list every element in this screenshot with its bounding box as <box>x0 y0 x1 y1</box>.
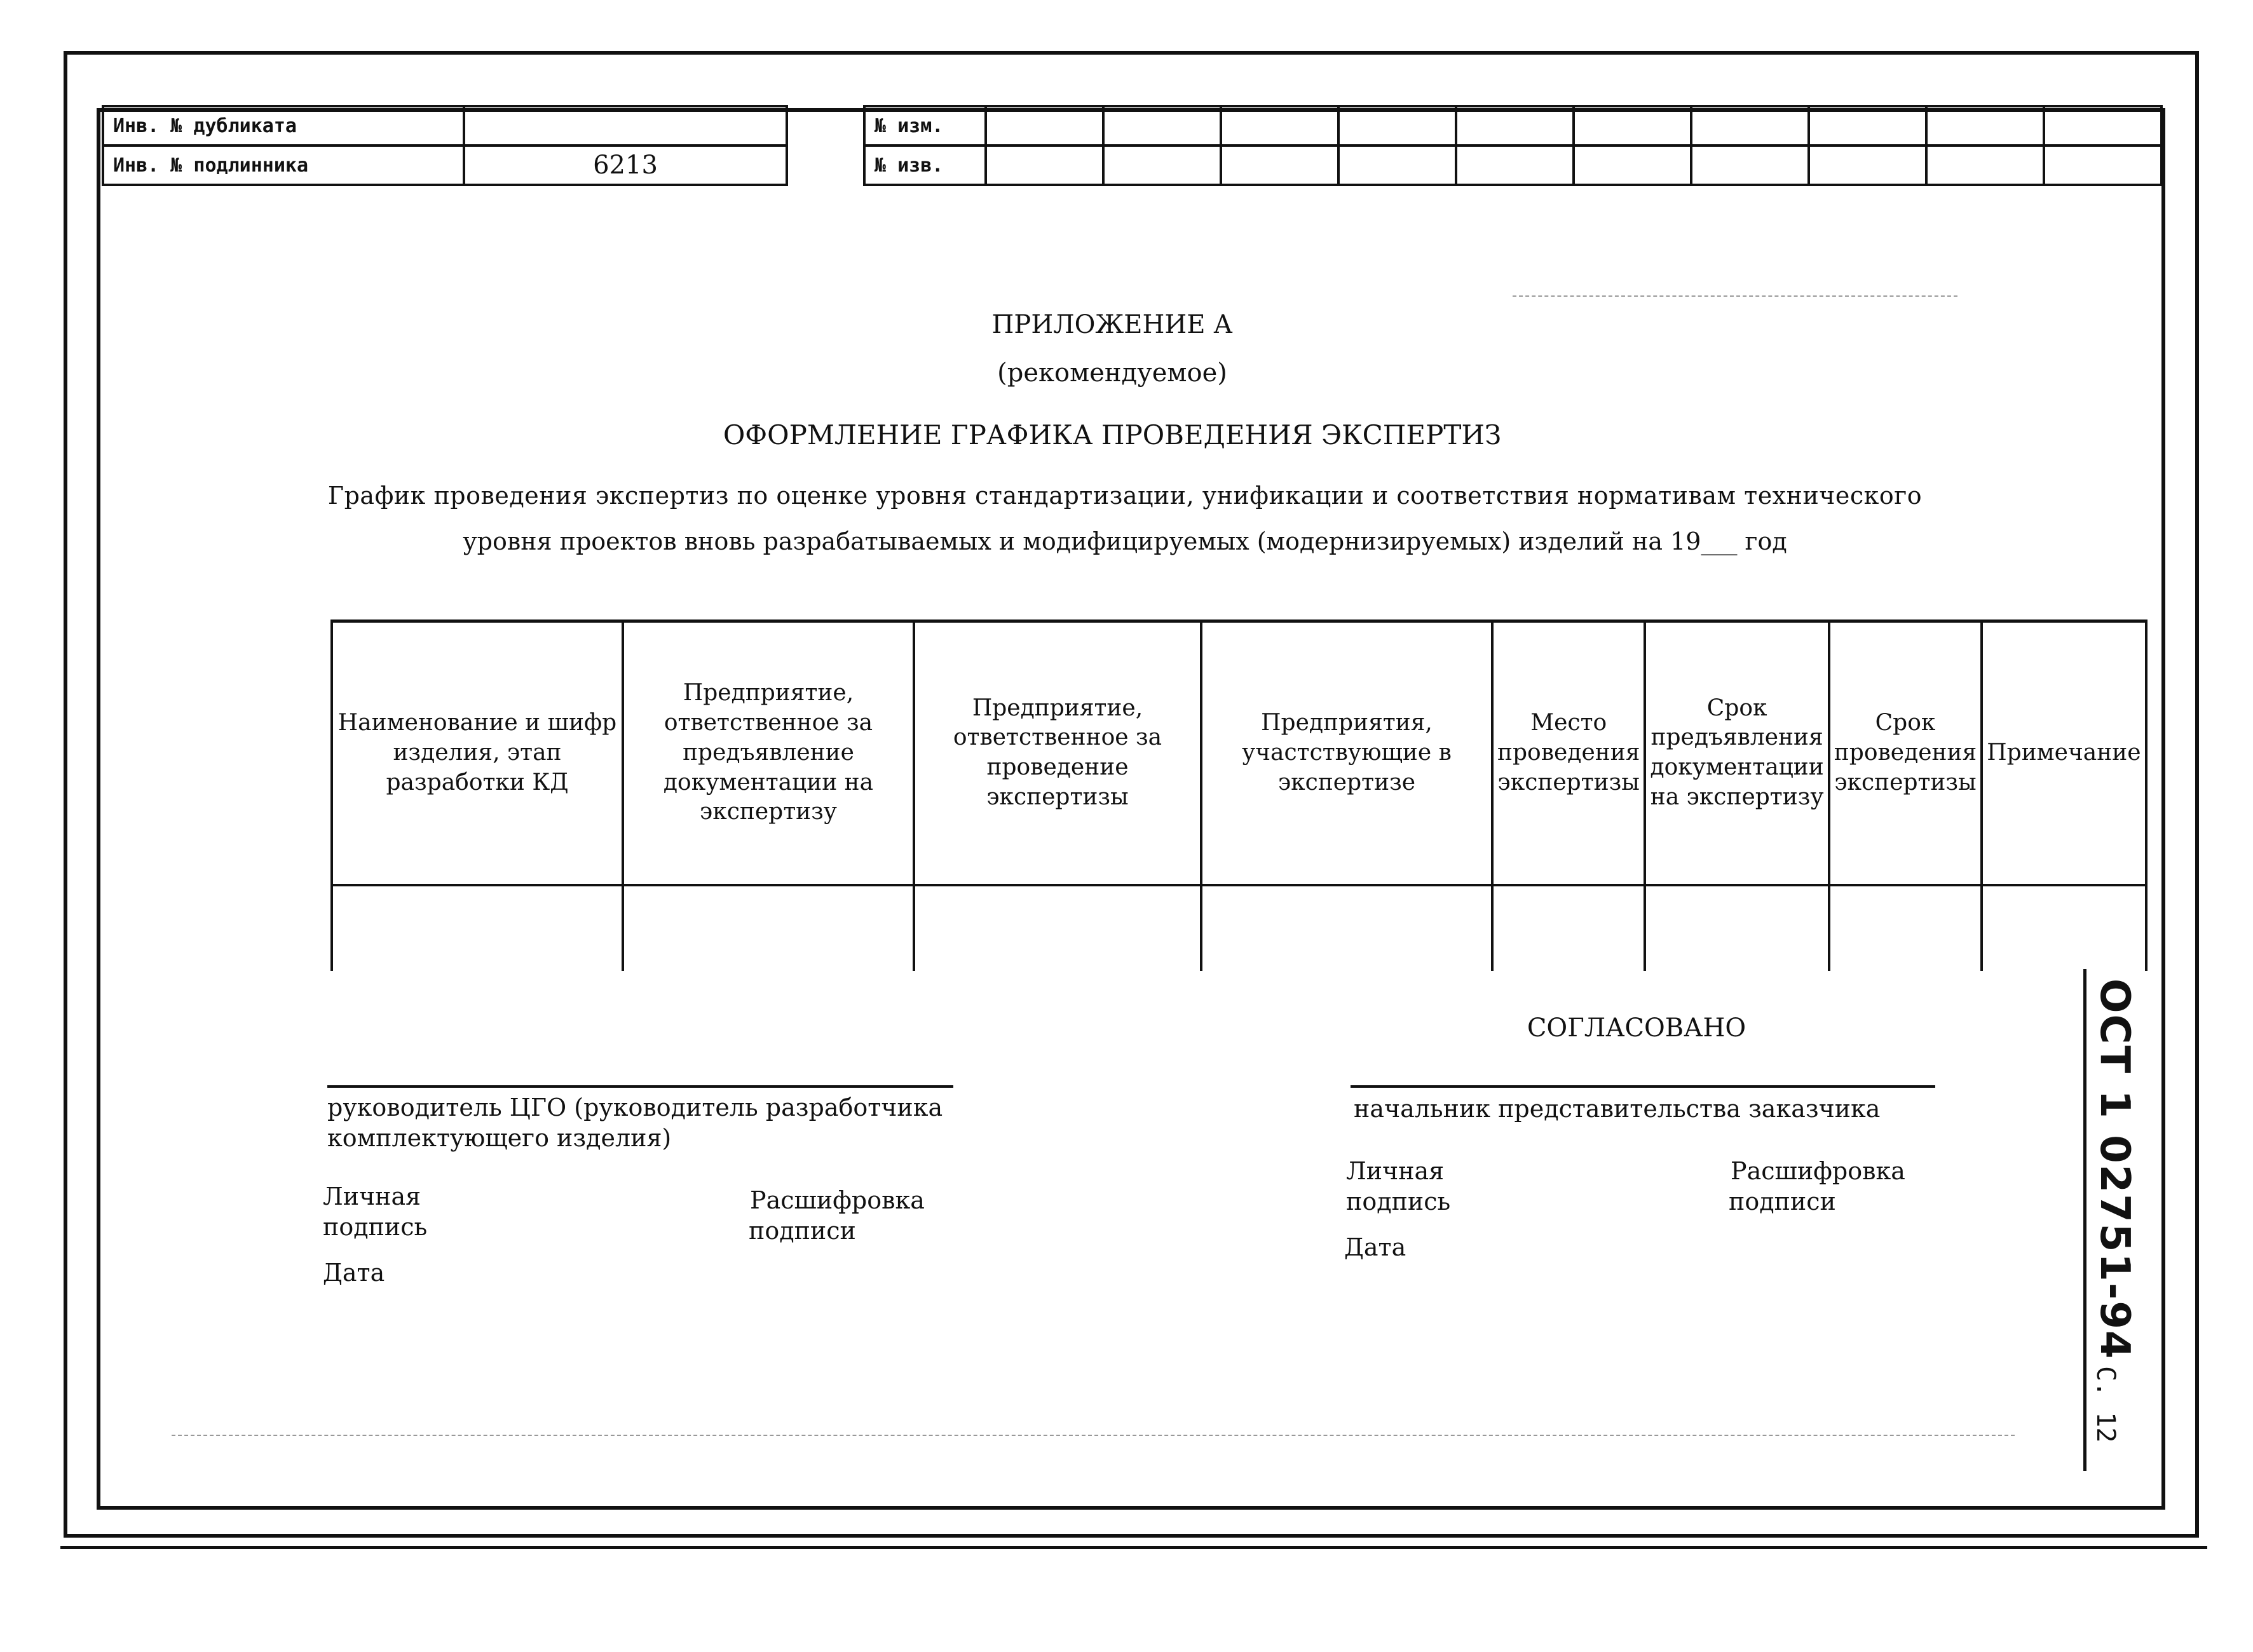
stamp-original-value: 6213 <box>464 146 787 185</box>
table-cell <box>1645 885 1828 971</box>
stamp-duplicate-value <box>464 106 787 146</box>
stamp-cell <box>1103 106 1221 146</box>
stamp-cell <box>1926 106 2044 146</box>
left-signature-label-1: Личная <box>323 1182 421 1210</box>
side-rule <box>2083 969 2086 1471</box>
table-cell <box>332 885 623 971</box>
stamp-cell <box>1809 106 1926 146</box>
table-cell <box>623 885 914 971</box>
table-cell <box>1982 885 2146 971</box>
left-signature-line <box>327 1085 953 1088</box>
stamp-cell <box>986 146 1103 185</box>
column-header-review-date: Срок проведения экспертизы <box>1829 621 1982 885</box>
appendix-heading: ОФОРМЛЕНИЕ ГРАФИКА ПРОВЕДЕНИЯ ЭКСПЕРТИЗ <box>723 419 1502 450</box>
right-signature-label-1: Личная <box>1346 1157 1445 1185</box>
column-header-note: Примечание <box>1982 621 2146 885</box>
right-decode-label-2: подписи <box>1729 1188 1836 1215</box>
stamp-change-number-label: № изм. <box>864 106 986 146</box>
stamp-cell <box>1221 106 1338 146</box>
right-signature-line <box>1351 1085 1935 1088</box>
stamp-cell <box>1574 146 1691 185</box>
stamp-cell <box>986 106 1103 146</box>
stamp-cell <box>2044 106 2161 146</box>
right-signature-label-2: подпись <box>1346 1188 1451 1215</box>
stamp-cell <box>1338 106 1456 146</box>
stamp-original-label: Инв. № подлинника <box>103 146 464 185</box>
scan-artifact <box>1513 295 1957 297</box>
stamp-cell <box>1691 106 1809 146</box>
column-header-product: Наименование и шифр изделия, этап разработки КД <box>332 621 623 885</box>
left-decode-label-2: подписи <box>749 1217 856 1245</box>
table-cell <box>1829 885 1982 971</box>
table-row <box>332 885 2146 971</box>
column-header-conducting-enterprise: Предприятие, ответственное за проведение экспертизы <box>914 621 1201 885</box>
stamp-cell <box>1926 146 2044 185</box>
stamp-duplicate-label: Инв. № дубликата <box>103 106 464 146</box>
column-header-submission-date: Срок предъявления документации на экспертизу <box>1645 621 1828 885</box>
table-cell <box>1492 885 1645 971</box>
stamp-inventory <box>102 105 788 186</box>
stamp-cell <box>1103 146 1221 185</box>
table-cell <box>1201 885 1492 971</box>
stamp-cell <box>1574 106 1691 146</box>
appendix-title: ПРИЛОЖЕНИЕ А <box>991 310 1233 339</box>
stamp-cell <box>1221 146 1338 185</box>
stamp-cell <box>1691 146 1809 185</box>
stamp-cell <box>2044 146 2161 185</box>
table-cell <box>914 885 1201 971</box>
stamp-changes <box>863 105 2163 186</box>
schedule-table <box>330 620 2147 971</box>
right-date-label: Дата <box>1344 1233 1406 1261</box>
description-line-1: График проведения экспертиз по оценке уровня стандартизации, унификации и соответствия нормативам технического <box>327 482 1923 510</box>
column-header-participating-enterprises: Предприятия, участствующие в экспертизе <box>1201 621 1492 885</box>
right-role: начальник представительства заказчика <box>1354 1095 1881 1123</box>
left-date-label: Дата <box>323 1259 385 1287</box>
document-code: ОСТ 1 02751-94 <box>2091 978 2138 1360</box>
right-decode-label-1: Расшифровка <box>1731 1157 1905 1185</box>
appendix-status: (рекомендуемое) <box>997 358 1227 388</box>
stamp-notice-number-label: № изв. <box>864 146 986 185</box>
stamp-cell <box>1456 146 1574 185</box>
column-header-submitting-enterprise: Предприятие, ответственное за предъявление документации на экспертизу <box>623 621 914 885</box>
page-number: С. 12 <box>2091 1366 2120 1443</box>
left-signature-label-2: подпись <box>323 1213 428 1241</box>
stamp-cell <box>1809 146 1926 185</box>
left-role-line-1: руководитель ЦГО (руководитель разработчика <box>327 1093 943 1121</box>
stamp-cell <box>1456 106 1574 146</box>
left-decode-label-1: Расшифровка <box>750 1186 925 1214</box>
column-header-place: Место проведения экспертизы <box>1492 621 1645 885</box>
left-role-line-2: комплектующего изделия) <box>327 1124 672 1152</box>
bottom-rule <box>60 1546 2207 1549</box>
agreed-label: СОГЛАСОВАНО <box>1527 1013 1746 1043</box>
description-line-2: уровня проектов вновь разрабатываемых и модифицируемых (модернизируемых) изделий на 19___ год <box>463 527 1787 555</box>
stamp-cell <box>1338 146 1456 185</box>
scan-artifact <box>172 1435 2015 1436</box>
